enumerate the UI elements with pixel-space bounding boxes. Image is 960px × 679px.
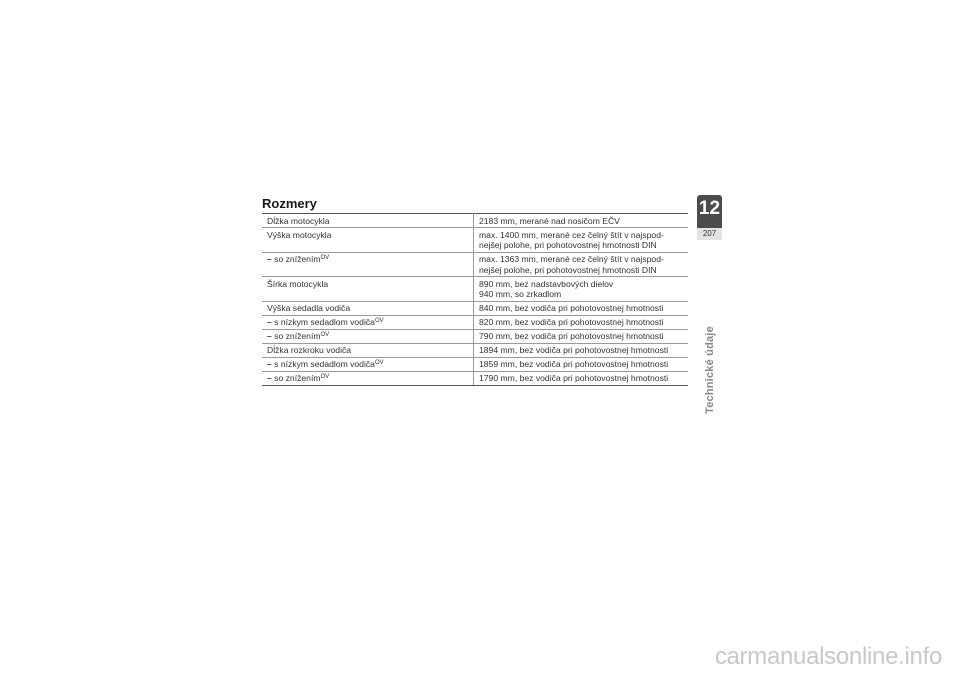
spec-value: 820 mm, bez vodiča pri pohotovostnej hmotnosti [474, 315, 689, 329]
spec-value: 790 mm, bez vodiča pri pohotovostnej hmotnosti [474, 329, 689, 343]
table-row [262, 343, 688, 357]
table-row [262, 301, 688, 315]
spec-label: Šírka motocykla [262, 277, 474, 302]
option-marker: OV [320, 374, 330, 380]
spec-label: Výška sedadla vodiča [262, 301, 474, 315]
table-row [262, 277, 688, 302]
spec-value: 1894 mm, bez vodiča pri pohotovostnej hmotnosti [474, 343, 689, 357]
chapter-side-label: Technické údaje [704, 326, 716, 414]
table-row [262, 329, 688, 343]
table-row [262, 371, 688, 385]
dimensions-table [262, 213, 688, 386]
chapter-tab [697, 195, 722, 240]
spec-label: – s nízkym sedadlom vodiča$^{OV}$ [262, 357, 474, 371]
option-marker: OV [320, 332, 330, 338]
table-row [262, 357, 688, 371]
chapter-number: 12 [698, 198, 721, 219]
spec-value: 2183 mm, merané nad nosičom EČV [474, 214, 689, 228]
spec-label: Dĺžka rozkroku vodiča [262, 343, 474, 357]
spec-label: Dĺžka motocykla [262, 214, 474, 228]
watermark: carmanualsonline.info [714, 643, 942, 670]
spec-value: 840 mm, bez vodiča pri pohotovostnej hmotnosti [474, 301, 689, 315]
table-row [262, 228, 688, 253]
spec-value: max. 1363 mm, merané cez čelný štít v najspod- nejšej polohe, pri pohotovostnej hmotnosti DIN [474, 252, 689, 277]
spec-label: – so znížením$^{OV}$ [262, 252, 474, 277]
table-row [262, 252, 688, 277]
table-row [262, 214, 688, 228]
spec-value: max. 1400 mm, merané cez čelný štít v najspod- nejšej polohe, pri pohotovostnej hmotnosti DIN [474, 228, 689, 253]
spec-value: 890 mm, bez nadstavbových dielov 940 mm, so zrkadlom [474, 277, 689, 302]
page-number: 207 [697, 228, 722, 240]
spec-label: Výška motocykla [262, 228, 474, 253]
spec-label: – s nízkym sedadlom vodiča$^{OV}$ [262, 315, 474, 329]
option-marker: OV [374, 318, 384, 324]
table-row [262, 315, 688, 329]
option-marker: OV [374, 360, 384, 366]
spec-label: – so znížením$^{OV}$ [262, 371, 474, 385]
spec-value: 1790 mm, bez vodiča pri pohotovostnej hmotnosti [474, 371, 689, 385]
option-marker: OV [320, 255, 330, 261]
spec-label: – so znížením$^{OV}$ [262, 329, 474, 343]
spec-value: 1859 mm, bez vodiča pri pohotovostnej hmotnosti [474, 357, 689, 371]
section-title: Rozmery [262, 196, 317, 211]
